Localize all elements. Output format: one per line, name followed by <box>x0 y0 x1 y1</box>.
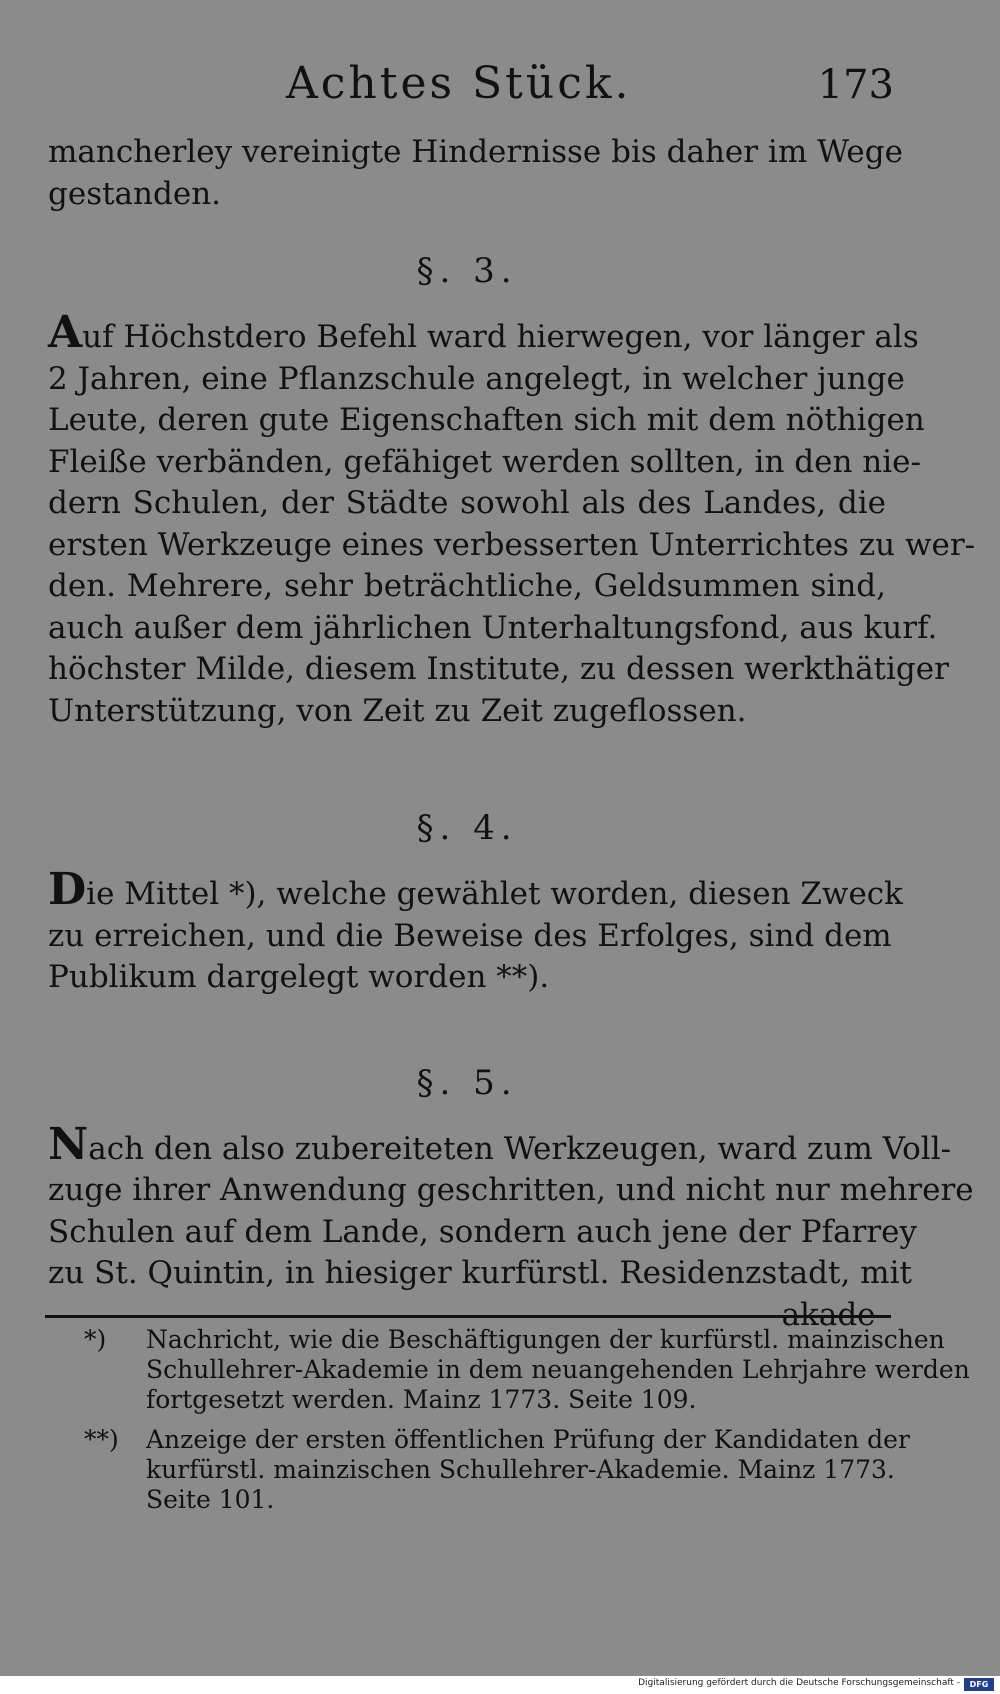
text-line-content: ach den also zubereiteten Werkzeugen, ward zum Voll- <box>88 1130 952 1167</box>
text-line: 2 Jahren, eine Pflanzschule angelegt, in welcher junge <box>48 360 905 397</box>
text-line <box>48 864 903 916</box>
initial-letter: D <box>48 864 87 915</box>
text-line: den. Mehrere, sehr beträchtliche, Geldsummen sind, <box>48 568 886 604</box>
initial-letter: A <box>48 307 83 358</box>
section-heading-4: §. 4. <box>416 808 518 848</box>
section-4-paragraph <box>48 864 903 999</box>
footnotes <box>84 1325 970 1525</box>
text-line: Leute, deren gute Eigenschaften sich mit dem nöthigen <box>48 402 925 438</box>
section-5-paragraph <box>48 1118 974 1337</box>
running-header <box>48 50 894 114</box>
section-3-paragraph <box>48 307 976 732</box>
footnote-mark: **) <box>84 1425 119 1454</box>
footnote <box>84 1425 910 1515</box>
text-line: mancherley vereinigte Hindernisse bis daher im Wege <box>48 134 903 170</box>
text-line: Publikum dargelegt worden **). <box>48 959 550 995</box>
footnote-line: Seite 101. <box>146 1485 275 1514</box>
catchword: akade- <box>781 1296 886 1333</box>
text-line: gestanden. <box>48 175 222 212</box>
footnote-mark: *) <box>84 1325 107 1354</box>
footnote-line: fortgesetzt werden. Mainz 1773. Seite 109. <box>146 1385 697 1414</box>
running-title: Achtes Stück. <box>286 58 632 109</box>
continuation-text <box>48 132 903 215</box>
text-line: dern Schulen, der Städte sowohl als des Landes, die <box>48 485 886 521</box>
section-heading-3: §. 3. <box>416 251 518 291</box>
text-line <box>48 1118 952 1171</box>
text-line-content: uf Höchstdero Befehl ward hierwegen, vor länger als <box>82 319 919 355</box>
text-line: ersten Werkzeuge eines verbesserten Unterrichtes zu wer- <box>48 526 976 563</box>
footnote-line: Nachricht, wie die Beschäftigungen der kurfürstl. mainzischen <box>146 1325 945 1354</box>
footnote-rule <box>45 1315 891 1318</box>
digitization-footer <box>0 1676 1000 1694</box>
footnote-line: Anzeige der ersten öffentlichen Prüfung der Kandidaten der <box>146 1425 910 1454</box>
text-line: Unterstützung, von Zeit zu Zeit zugeflossen. <box>48 692 747 729</box>
text-line: Fleiße verbänden, gefähiget werden sollten, in den nie- <box>48 443 921 480</box>
dfg-logo: DFG <box>964 1678 994 1691</box>
text-line: zuge ihrer Anwendung geschritten, und nicht nur mehrere <box>48 1172 974 1208</box>
text-line: Schulen auf dem Lande, sondern auch jene der Pfarrey <box>48 1213 918 1250</box>
footnote-line: kurfürstl. mainzischen Schullehrer-Akademie. Mainz 1773. <box>146 1455 895 1484</box>
text-line: zu St. Quintin, in hiesiger kurfürstl. Residenzstadt, mit <box>48 1255 912 1291</box>
footnote-line: Schullehrer-Akademie in dem neuangehenden Lehrjahre werden <box>146 1355 970 1384</box>
funding-credit: Digitalisierung gefördert durch die Deutsche Forschungsgemeinschaft - <box>638 1678 960 1688</box>
text-line: zu erreichen, und die Beweise des Erfolges, sind dem <box>48 917 892 954</box>
section-heading-5: §. 5. <box>416 1062 518 1103</box>
page-body <box>48 50 976 1336</box>
page-number: 173 <box>817 62 894 108</box>
text-line <box>48 307 919 359</box>
text-line: höchster Milde, diesem Institute, zu dessen werkthätiger <box>48 651 949 687</box>
footnote <box>84 1325 970 1415</box>
initial-letter: N <box>48 1118 89 1170</box>
text-line: auch außer dem jährlichen Unterhaltungsfond, aus kurf. <box>48 609 938 646</box>
text-line-content: ie Mittel *), welche gewählet worden, diesen Zweck <box>86 876 903 912</box>
